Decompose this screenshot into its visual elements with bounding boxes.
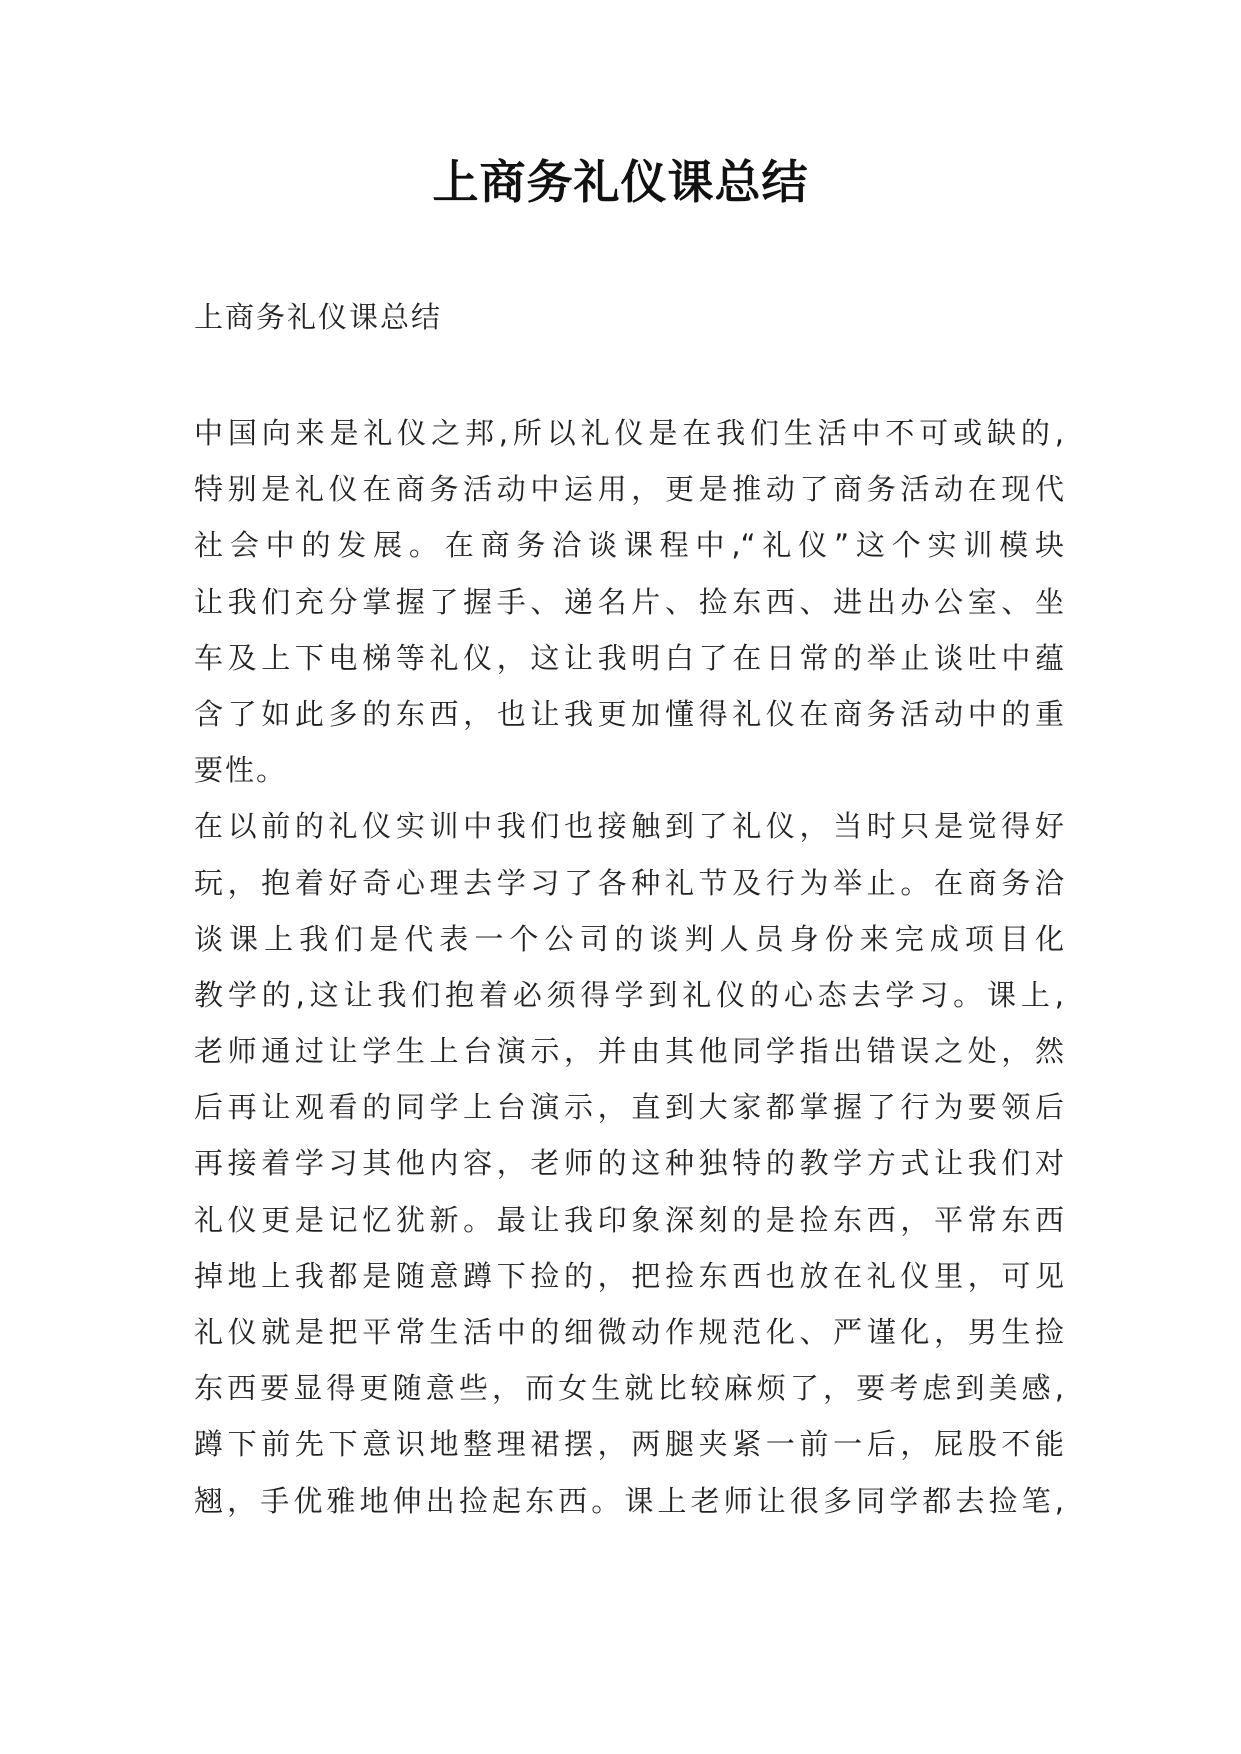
text-line: 蹲下前先下意识地整理裙摆，两腿夹紧一前一后，屁股不能 — [194, 1427, 1064, 1462]
paragraph-1 — [194, 405, 1064, 798]
paragraph-2 — [194, 798, 1064, 1528]
text-line: 老师通过让学生上台演示，并由其他同学指出错误之处，然 — [194, 1034, 1064, 1069]
text-line: 在以前的礼仪实训中我们也接触到了礼仪，当时只是觉得好 — [194, 809, 1064, 844]
text-line: 让我们充分掌握了握手、递名片、捡东西、进出办公室、坐 — [194, 584, 1064, 619]
text-line: 掉地上我都是随意蹲下捡的，把捡东西也放在礼仪里，可见 — [194, 1258, 1064, 1293]
text-line: 礼仪就是把平常生活中的细微动作规范化、严谨化，男生捡 — [194, 1315, 1064, 1349]
text-line: 翘，手优雅地伸出捡起东西。课上老师让很多同学都去捡笔, — [194, 1483, 1064, 1518]
text-line: 谈课上我们是代表一个公司的谈判人员身份来完成项目化 — [194, 921, 1064, 956]
text-line: 要性。 — [194, 753, 288, 788]
text-line: 特别是礼仪在商务活动中运用，更是推动了商务活动在现代 — [194, 472, 1064, 507]
document-subtitle: 上商务礼仪课总结 — [194, 300, 443, 334]
text-line: 后再让观看的同学上台演示，直到大家都掌握了行为要领后 — [194, 1090, 1064, 1125]
text-line: 东西要显得更随意些，而女生就比较麻烦了，要考虑到美感, — [194, 1371, 1064, 1406]
text-line: 玩，抱着好奇心理去学习了各种礼节及行为举止。在商务洽 — [194, 865, 1064, 900]
text-line: 再接着学习其他内容，老师的这种独特的教学方式让我们对 — [194, 1146, 1064, 1181]
document-title: 上商务礼仪课总结 — [432, 155, 809, 209]
text-line: 社会中的发展。在商务洽谈课程中,“礼仪”这个实训模块 — [194, 528, 1064, 563]
text-line: 含了如此多的东西，也让我更加懂得礼仪在商务活动中的重 — [194, 696, 1064, 731]
document-body — [194, 405, 1064, 1529]
text-line: 车及上下电梯等礼仪，这让我明白了在日常的举止谈吐中蕴 — [194, 640, 1064, 675]
text-line: 中国向来是礼仪之邦,所以礼仪是在我们生活中不可或缺的, — [194, 416, 1064, 450]
text-line: 教学的,这让我们抱着必须得学到礼仪的心态去学习。课上, — [194, 977, 1064, 1012]
text-line: 礼仪更是记忆犹新。最让我印象深刻的是捡东西，平常东西 — [194, 1202, 1064, 1237]
